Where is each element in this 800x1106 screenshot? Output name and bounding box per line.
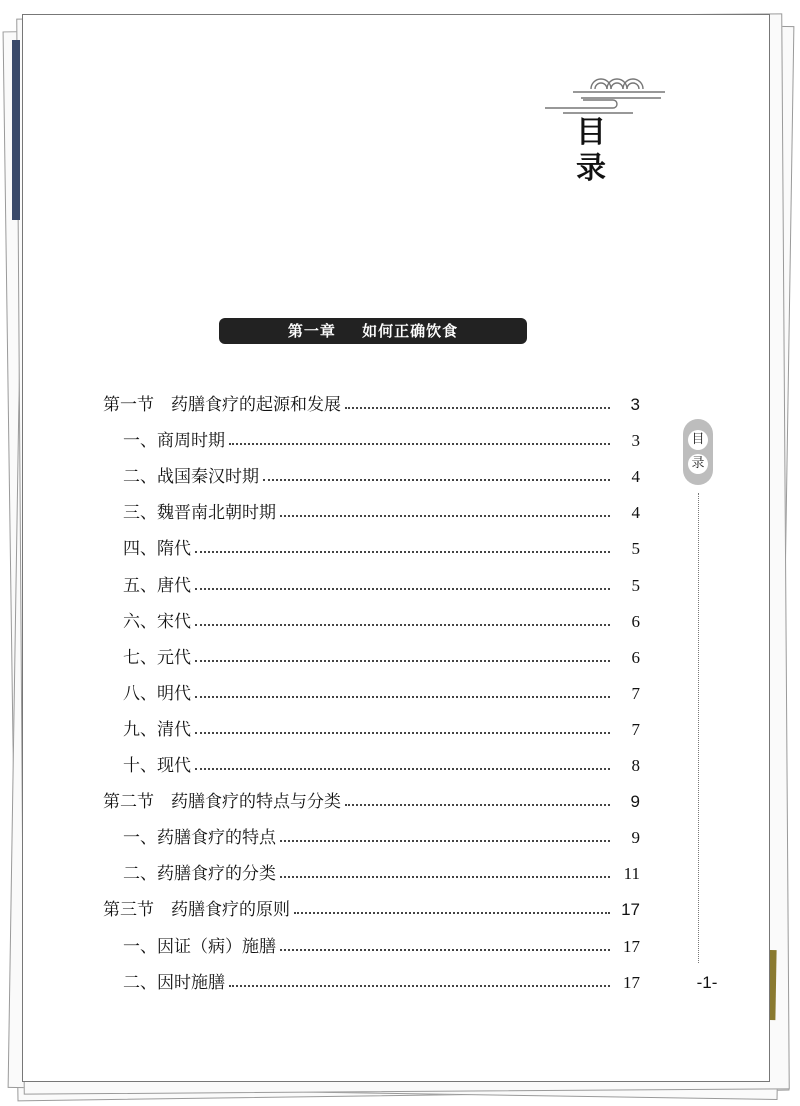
toc-leader-dots	[280, 839, 610, 842]
toc-leader-dots	[195, 695, 610, 698]
toc-entry-row[interactable]	[123, 933, 640, 957]
book-page	[22, 14, 770, 1082]
toc-leader-dots	[195, 550, 610, 553]
toc-label: 九、清代	[123, 719, 191, 740]
chapter-banner	[219, 318, 527, 344]
toc-leader-dots	[195, 623, 610, 626]
toc-entry-row[interactable]	[123, 427, 640, 451]
chapter-name: 如何正确饮食	[362, 322, 459, 340]
toc-entry-row[interactable]	[123, 535, 640, 559]
toc-page-number: 6	[631, 647, 640, 667]
toc-page-number: 9	[631, 828, 640, 848]
toc-page-number: 7	[631, 719, 640, 739]
toc-entry-row[interactable]	[123, 644, 640, 668]
toc-leader-dots	[294, 911, 610, 914]
toc-page-number: 5	[631, 575, 640, 595]
side-tab-char: 目	[688, 430, 708, 450]
toc-leader-dots	[229, 442, 610, 445]
side-dotted-line	[698, 493, 699, 963]
toc-section-row[interactable]	[103, 896, 640, 920]
toc-page-number: 3	[630, 395, 640, 414]
toc-entry-row[interactable]	[123, 499, 640, 523]
toc-label: 四、隋代	[123, 539, 191, 560]
toc-section-row[interactable]	[103, 788, 640, 812]
toc-label: 二、因时施膳	[123, 972, 225, 993]
title-char: 目	[576, 115, 606, 150]
toc-entry-row[interactable]	[123, 860, 640, 884]
toc-leader-dots	[195, 587, 610, 590]
toc-page-number: 17	[623, 936, 640, 956]
toc-label: 二、战国秦汉时期	[123, 467, 259, 488]
toc-label: 一、因证（病）施膳	[123, 936, 276, 957]
side-tab-char: 录	[688, 454, 708, 474]
toc-leader-dots	[263, 478, 610, 481]
toc-entry-row[interactable]	[123, 716, 640, 740]
toc-label: 一、商周时期	[123, 431, 225, 452]
toc-leader-dots	[195, 731, 610, 734]
toc-entry-row[interactable]	[123, 969, 640, 993]
toc-leader-dots	[345, 406, 610, 409]
toc-label: 八、明代	[123, 683, 191, 704]
toc-page-number: 3	[631, 431, 640, 451]
toc-leader-dots	[195, 767, 610, 770]
cover-edge	[12, 40, 20, 220]
toc-page-number: 5	[631, 539, 640, 559]
toc-entry-row[interactable]	[123, 824, 640, 848]
toc-leader-dots	[229, 984, 610, 987]
title-char: 录	[576, 151, 606, 186]
page-number: -1-	[696, 973, 718, 992]
toc-label: 第二节 药膳食疗的特点与分类	[103, 792, 341, 813]
toc-page-number: 8	[631, 756, 640, 775]
toc-page-number: 7	[631, 683, 640, 703]
toc-label: 第一节 药膳食疗的起源和发展	[103, 395, 341, 415]
toc-leader-dots	[195, 659, 610, 662]
toc-page-number: 17	[623, 972, 640, 992]
toc-page-number: 4	[631, 467, 640, 487]
toc-label: 六、宋代	[123, 611, 191, 632]
toc-label: 三、魏晋南北朝时期	[123, 503, 276, 524]
toc-leader-dots	[280, 875, 610, 878]
toc-entry-row[interactable]	[123, 572, 640, 596]
page-title	[571, 115, 611, 187]
toc-page-number: 6	[631, 611, 640, 631]
side-tab	[683, 419, 713, 485]
cloud-ornament-icon	[543, 67, 673, 115]
toc-leader-dots	[345, 803, 610, 806]
toc-section-row[interactable]	[103, 391, 640, 415]
toc-entry-row[interactable]	[123, 752, 640, 776]
toc-label: 二、药膳食疗的分类	[123, 864, 276, 885]
toc-label: 第三节 药膳食疗的原则	[103, 900, 290, 921]
toc-leader-dots	[280, 948, 610, 951]
toc-page-number: 9	[630, 792, 640, 812]
toc-page-number: 4	[631, 503, 640, 523]
toc-leader-dots	[280, 514, 610, 517]
toc-entry-row[interactable]	[123, 680, 640, 704]
toc-label: 七、元代	[123, 647, 191, 668]
toc-entry-row[interactable]	[123, 608, 640, 632]
toc-label: 五、唐代	[123, 575, 191, 596]
toc-entry-row[interactable]	[123, 463, 640, 487]
toc-label: 一、药膳食疗的特点	[123, 828, 276, 849]
toc-page-number: 11	[623, 864, 640, 884]
toc-page-number: 17	[621, 900, 640, 920]
toc-label: 十、现代	[123, 756, 191, 776]
chapter-number: 第一章	[287, 322, 336, 340]
